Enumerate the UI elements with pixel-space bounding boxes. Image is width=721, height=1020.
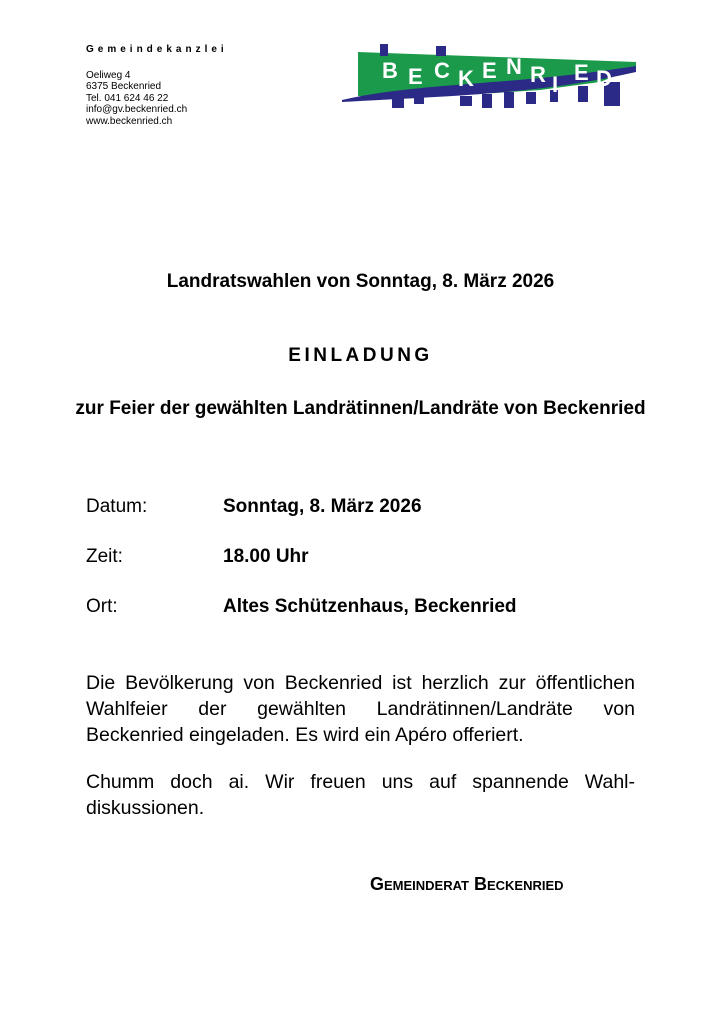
sender-office: Gemeindekanzlei — [86, 44, 228, 55]
time-label: Zeit: — [86, 546, 123, 567]
signature: Gemeinderat Beckenried — [370, 874, 564, 894]
logo-letter: E — [574, 60, 589, 85]
sender-block — [86, 44, 228, 127]
logo-letter: N — [506, 54, 522, 79]
place-label: Ort: — [86, 596, 118, 617]
address-website: www.beckenried.ch — [86, 115, 173, 127]
time-value: 18.00 Uhr — [223, 546, 309, 567]
logo-block — [578, 86, 588, 102]
body-paragraph-1: Die Bevölkerung von Beckenried ist herzlich zur öffentlichen Wahlfeier der gewählten Landrätinnen/Landräte von Beckenried eingeladen. Es wird ein Apéro offeriert. — [86, 672, 635, 746]
body-paragraph-2: Chumm doch ai. Wir freuen uns auf spannende Wahldiskussionen. — [86, 771, 635, 819]
place-value: Altes Schützenhaus, Beckenried — [223, 596, 517, 617]
logo-letter: I — [552, 72, 559, 97]
invitation-purpose: zur Feier der gewählten Landrätinnen/Landräte von Beckenried — [75, 398, 646, 419]
address-city: 6375 Beckenried — [86, 81, 162, 92]
logo-block — [482, 94, 492, 108]
logo-block — [414, 96, 424, 104]
logo-letter: D — [596, 66, 612, 91]
logo-block — [504, 92, 514, 108]
beckenried-logo — [340, 42, 640, 120]
logo-block — [460, 96, 472, 106]
address-phone: Tel. 041 624 46 22 — [86, 92, 169, 104]
logo-letter: B — [382, 58, 398, 83]
logo-letter: R — [530, 62, 546, 87]
logo-letter: E — [408, 64, 423, 89]
logo-block — [436, 46, 446, 56]
logo-block — [392, 96, 404, 108]
address-email: info@gv.beckenried.ch — [86, 104, 188, 115]
date-value: Sonntag, 8. März 2026 — [223, 496, 422, 517]
logo-letter: C — [434, 58, 450, 83]
address-street: Oeliweg 4 — [86, 69, 131, 81]
page-title: Landratswahlen von Sonntag, 8. März 2026 — [166, 271, 555, 292]
logo-letter: E — [482, 58, 497, 83]
invitation-heading: EINLADUNG — [288, 345, 433, 366]
logo-letter: K — [458, 66, 474, 91]
logo-block — [380, 44, 388, 56]
logo-block — [526, 92, 536, 104]
date-label: Datum: — [86, 496, 148, 517]
